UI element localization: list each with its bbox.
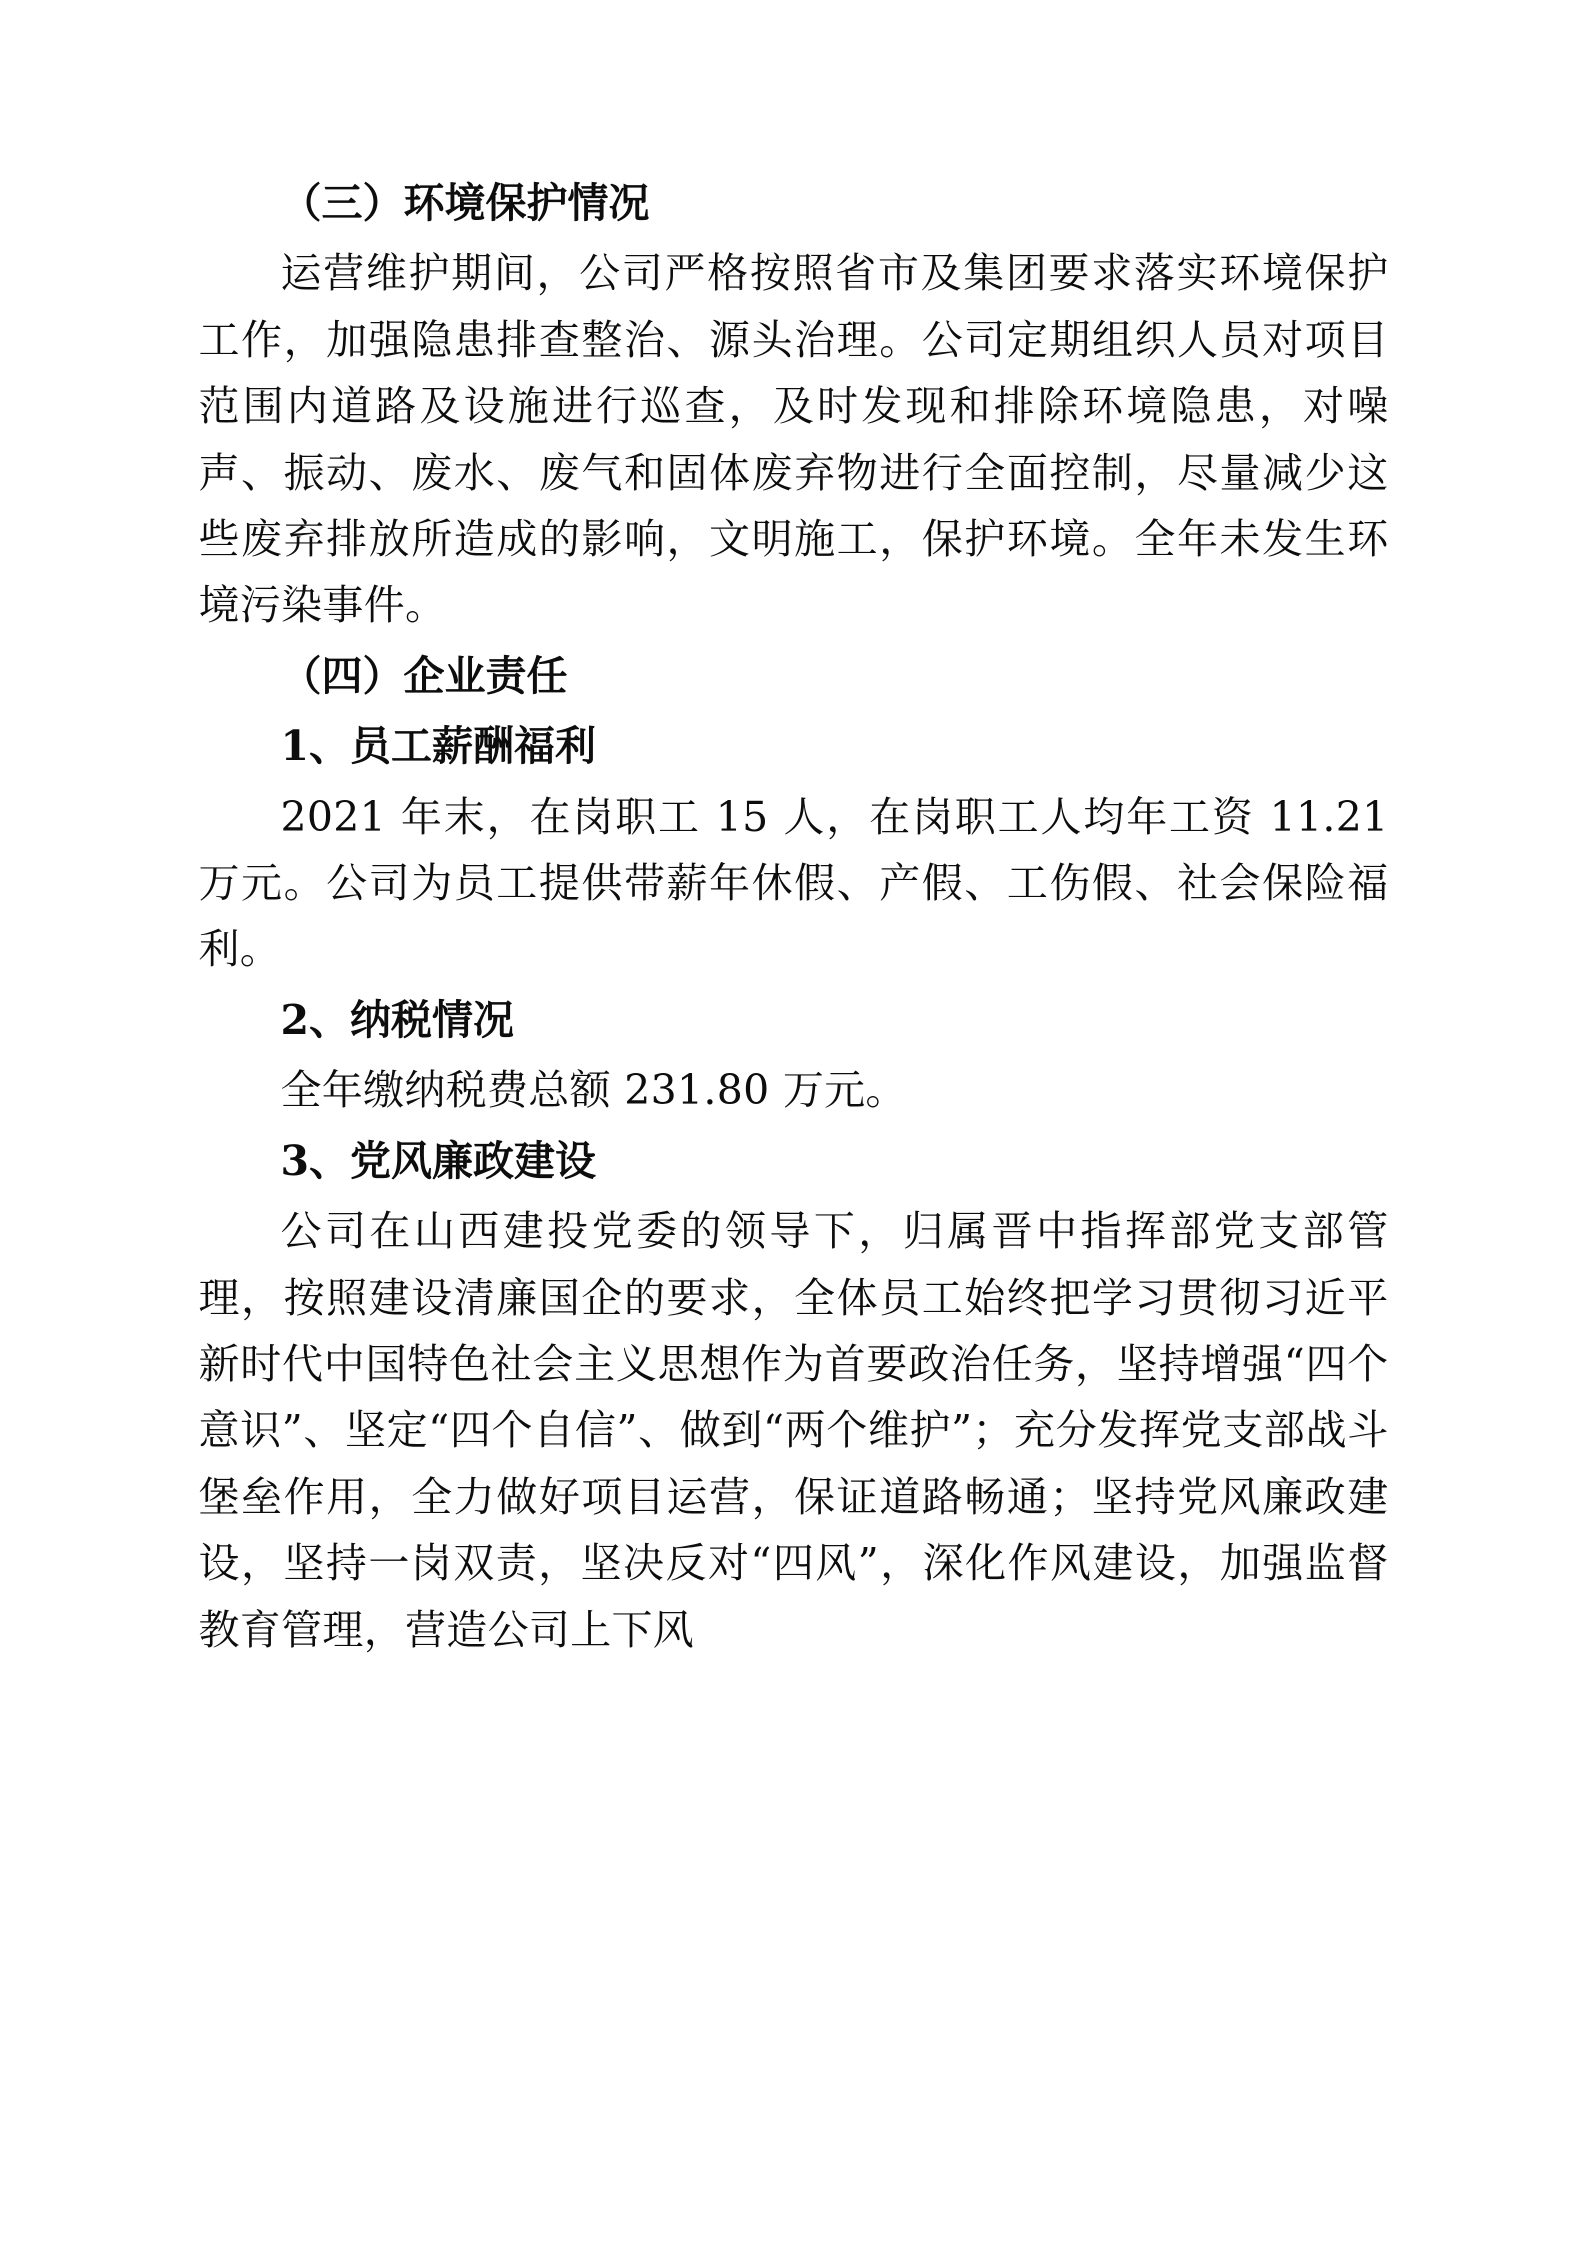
subsection-heading-salary-welfare: 1、员工薪酬福利 <box>280 722 597 771</box>
paragraph-environment-protection: 运营维护期间，公司严格按照省市及集团要求落实环境保护工作，加强隐患排查整治、源头治理。公司定期组织人员对项目范围内道路及设施进行巡查，及时发现和排除环境隐患，对噪声、振动、废水、废气和固体废弃物进行全面控制，尽量减少这些废弃排放所造成的影响，文明施工，保护环境。全年未发生环境污染事件。 <box>198 249 1389 630</box>
subsection-heading-tax: 2、纳税情况 <box>280 995 515 1044</box>
paragraph-party-conduct: 公司在山西建投党委的领导下，归属晋中指挥部党支部管理，按照建设清廉国企的要求，全体员工始终把学习贯彻习近平新时代中国特色社会主义思想作为首要政治任务，坚持增强“四个意识”、坚定“四个自信”、做到“两个维护”；充分发挥党支部战斗堡垒作用，全力做好项目运营，保证道路畅通；坚持党风廉政建设，坚持一岗双责，坚决反对“四风”，深化作风建设，加强监督教育管理，营造公司上下风 <box>198 1207 1389 1654</box>
paragraph-tax: 全年缴纳税费总额 231.80 万元。 <box>280 1066 907 1115</box>
section-heading-corporate-responsibility: （四）企业责任 <box>280 651 568 700</box>
document-body <box>199 170 1389 1663</box>
section-heading-environment: （三）环境保护情况 <box>280 179 650 227</box>
subsection-heading-party-conduct: 3、党风廉政建设 <box>280 1136 597 1185</box>
paragraph-salary-welfare: 2021 年末，在岗职工 15 人，在岗职工人均年工资 11.21 万元。公司为员工提供带薪年休假、产假、工伤假、社会保险福利。 <box>198 792 1389 974</box>
